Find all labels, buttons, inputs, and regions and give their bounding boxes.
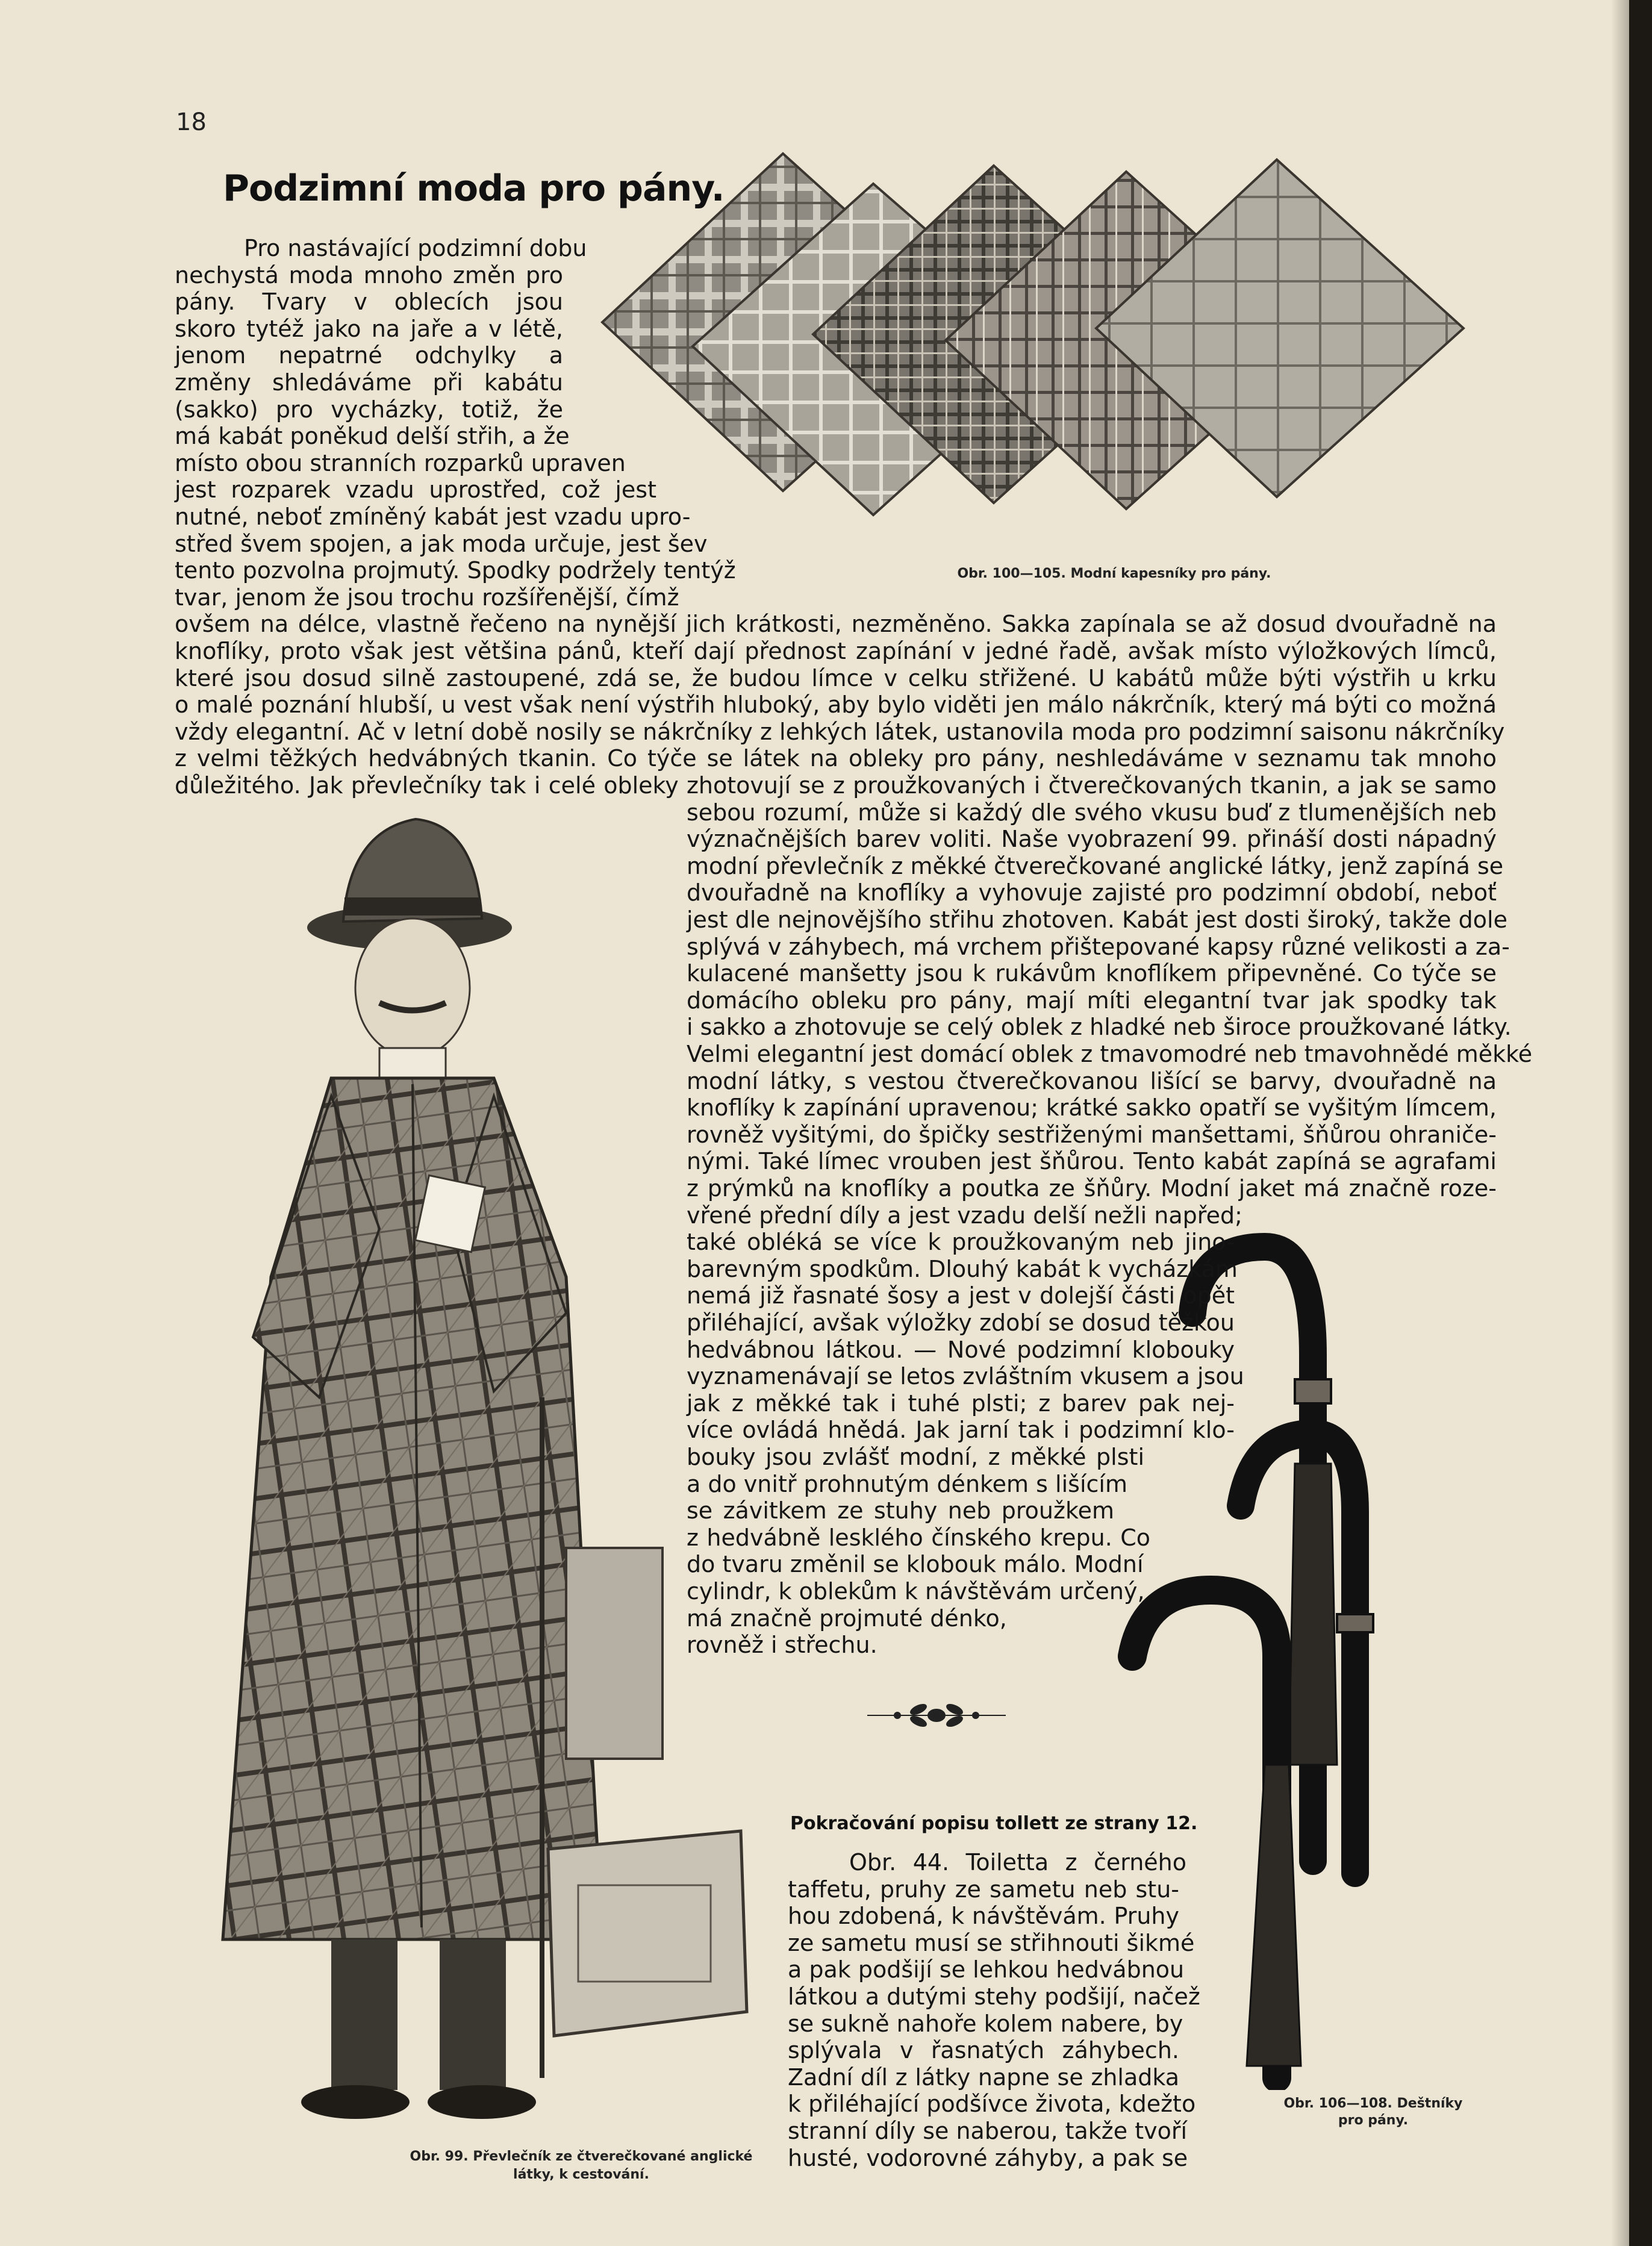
- article-line: hedvábnou látkou. — Nové podzimní klobouky: [687, 1336, 1235, 1363]
- page-fold-shadow: [1611, 0, 1629, 2246]
- article-line: o malé poznání hlubší, u vest však není výstřih hluboký, aby bylo viděti jen málo nákrčník, který má býti co možná: [175, 691, 1497, 719]
- handkerchiefs-caption: Obr. 100—105. Modní kapesníky pro pány.: [957, 566, 1271, 581]
- article-line: nutné, neboť zmíněný kabát jest vzadu upro-: [175, 504, 691, 530]
- continuation-heading: Pokračování popisu tollett ze strany 12.: [790, 1813, 1198, 1834]
- article-line: přiléhající, avšak výložky zdobí se dosud těžkou: [687, 1309, 1235, 1336]
- article-line: dvouřadně na knoflíky a vyhovuje zajisté pro podzimní období, neboť: [687, 879, 1497, 906]
- article-line: knoflíky, proto však jest většina pánů, kteří dají přednost zapínání v jedné řadě, avšak místo výložkových límců,: [175, 638, 1497, 664]
- article-line: vřené přední díly a jest vzadu delší nežli napřed;: [687, 1202, 1242, 1229]
- article-line: skoro tytéž jako na jaře a v létě,: [175, 315, 563, 342]
- article-line: střed švem spojen, a jak moda určuje, jest šev: [175, 530, 708, 557]
- article-line: rovněž vyšitými, do špičky sestřiženými manšettami, šňůrou ohraniče-: [687, 1121, 1497, 1148]
- article-line: bouky jsou zvlášť modní, z měkké plsti: [687, 1444, 1144, 1470]
- article-line: místo obou stranních rozparků upraven: [175, 449, 626, 476]
- continuation-line: hou zdobená, k návštěvám. Pruhy: [788, 1903, 1179, 1930]
- article-line: nemá již řasnaté šosy a jest v dolejší části opět: [687, 1282, 1235, 1309]
- article-line: jest rozparek vzadu uprostřed, což jest: [175, 476, 656, 504]
- article-line: nými. Také límec vrouben jest šňůrou. Tento kabát zapíná se agrafami: [687, 1148, 1497, 1175]
- article-line: změny shledáváme při kabátu: [175, 369, 563, 396]
- article-line: cylindr, k oblekům k návštěvám určený,: [687, 1578, 1145, 1605]
- overcoat-caption-line2: látky, k cestování.: [513, 2167, 649, 2182]
- continuation-line: husté, vodorovné záhyby, a pak se: [788, 2144, 1188, 2171]
- article-line: z prýmků na knoflíky a poutka ze šňůry. Modní jaket má značně roze-: [687, 1175, 1497, 1202]
- article-line: jenom nepatrné odchylky a: [175, 342, 563, 369]
- overcoat-caption-line1: Obr. 99. Převlečník ze čtverečkované anglické: [410, 2149, 753, 2164]
- article-line: také obléká se více k proužkovaným neb jino-: [687, 1229, 1235, 1256]
- article-line: jest dle nejnovějšího střihu zhotoven. Kabát jest dosti široký, takže dole: [687, 906, 1507, 933]
- article-line: rovněž i střechu.: [687, 1632, 877, 1659]
- continuation-line: stranní díly se naberou, takže tvoří: [788, 2118, 1188, 2144]
- continuation-line: látkou a dutými stehy podšijí, načež: [788, 1983, 1200, 2010]
- article-line: (sakko) pro vycházky, totiž, že: [175, 396, 563, 423]
- continuation-line: k přiléhající podšívce života, kdežto: [788, 2091, 1196, 2118]
- continuation-line: ze sametu musí se střihnouti šikmé: [788, 1929, 1195, 1956]
- umbrellas-caption-line1: Obr. 106—108. Deštníky: [1283, 2096, 1463, 2111]
- article-line: tvar, jenom že jsou trochu rozšířenější, čímž: [175, 584, 679, 611]
- article-line: Pro nastávající podzimní dobu: [244, 235, 587, 261]
- book-spine: [1629, 0, 1652, 2246]
- article-line: do tvaru změnil se klobouk málo. Modní: [687, 1551, 1144, 1578]
- article-line: více ovládá hnědá. Jak jarní tak i podzimní klo-: [687, 1417, 1235, 1444]
- article-line: splývá v záhybech, má vrchem přištepované kapsy různé velikosti a za-: [687, 933, 1510, 960]
- article-line: jak z měkké tak i tuhé plsti; z barev pak nej-: [687, 1390, 1235, 1417]
- article-line: ovšem na délce, vlastně řečeno na nynější jich krátkosti, nezměněno. Sakka zapínala se až dosud dvouřadně na: [175, 611, 1497, 638]
- umbrellas-caption-line2: pro pány.: [1338, 2113, 1409, 2128]
- article-line: sebou rozumí, může si každý dle svého vkusu buď z tlumenějších neb: [687, 799, 1497, 826]
- article-line: má značně projmuté dénko,: [687, 1605, 1007, 1632]
- page-title: Podzimní moda pro pány.: [223, 167, 725, 210]
- article-line: z velmi těžkých hedvábných tkanin. Co týče se látek na obleky pro pány, neshledáváme v seznamu tak mnoho: [175, 745, 1497, 772]
- article-line: které jsou dosud silně zastoupené, zdá se, že budou límce v celku střižené. U kabátů může býti výstřih u krku: [175, 664, 1497, 691]
- article-line: modní látky, s vestou čtverečkovanou lišící se barvy, dvouřadně na: [687, 1067, 1497, 1094]
- article-line: vyznamenávají se letos zvláštním vkusem a jsou: [687, 1363, 1244, 1390]
- continuation-line: splývala v řasnatých záhybech.: [788, 2037, 1179, 2064]
- floral-divider-icon: [861, 1697, 1012, 1733]
- article-line: a do vnitř prohnutým dénkem s lišícím: [687, 1470, 1127, 1497]
- article-line: modní převlečník z měkké čtverečkované anglické látky, jenž zapíná se: [687, 852, 1504, 879]
- article-line: z hedvábně lesklého čínského krepu. Co: [687, 1524, 1150, 1551]
- article-line: má kabát poněkud delší střih, a že: [175, 423, 570, 450]
- page-number: 18: [176, 108, 207, 136]
- article-line: pány. Tvary v oblecích jsou: [175, 289, 563, 316]
- article-line: nechystá moda mnoho změn pro: [175, 261, 563, 289]
- article-line: se závitkem ze stuhy neb proužkem: [687, 1497, 1114, 1524]
- continuation-line: se sukně nahoře kolem nabere, by: [788, 2010, 1183, 2037]
- continuation-line: a pak podšijí se lehkou hedvábnou: [788, 1956, 1185, 1983]
- article-line: kulacené manšetty jsou k rukávům knoflíkem připevněné. Co týče se: [687, 960, 1497, 987]
- article-line: barevným spodkům. Dlouhý kabát k vycházkám: [687, 1255, 1238, 1282]
- continuation-line: Zadní díl z látky napne se zhladka: [788, 2064, 1179, 2091]
- article-line: tento pozvolna projmutý. Spodky podržely tentýž: [175, 557, 736, 584]
- article-line: Velmi elegantní jest domácí oblek z tmavomodré neb tmavohnědé měkké: [687, 1041, 1533, 1067]
- article-line: knoflíky k zapínání upravenou; krátké sakko opatří se vyšitým límcem,: [687, 1094, 1497, 1121]
- article-line: význačnějších barev voliti. Naše vyobrazení 99. přináší dosti nápadný: [687, 826, 1497, 853]
- handkerchiefs-illustration: [596, 148, 1536, 533]
- article-line: důležitého. Jak převlečníky tak i celé obleky zhotovují se z proužkovaných i čtverečkovaných tkanin, a jak se samo: [175, 772, 1497, 799]
- continuation-line: taffetu, pruhy ze sametu neb stu-: [788, 1876, 1179, 1903]
- article-line: i sakko a zhotovuje se celý oblek z hladké neb široce proužkované látky.: [687, 1014, 1512, 1041]
- continuation-line: Obr. 44. Toiletta z černého: [849, 1849, 1186, 1876]
- article-line: vždy elegantní. Ač v letní době nosily se nákrčníky z lehkých látek, ustanovila moda pro podzimní saisonu nákrčníky: [175, 718, 1505, 745]
- article-line: domácího obleku pro pány, mají míti elegantní tvar jak spodky tak: [687, 987, 1497, 1014]
